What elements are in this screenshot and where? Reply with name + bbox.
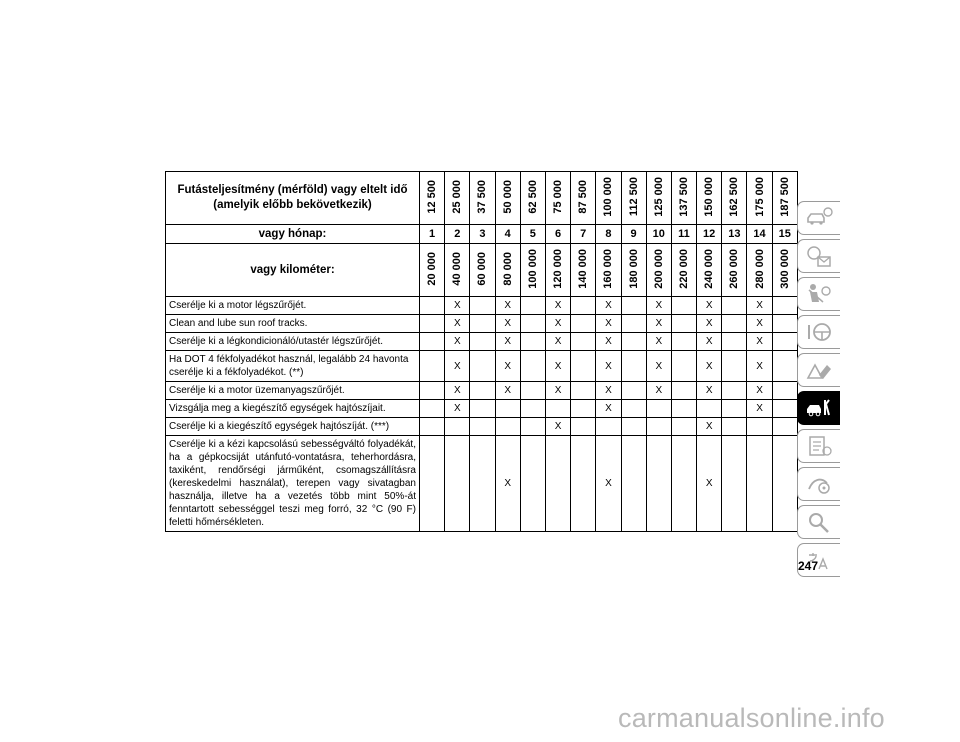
service-mark-cell (722, 315, 747, 333)
kilometer-header-cell (646, 244, 671, 297)
service-mark-cell: X (596, 351, 621, 382)
service-mark-cell (571, 315, 596, 333)
service-mark-cell: X (646, 315, 671, 333)
maintenance-task: Cserélje ki a motor üzemanyagszűrőjét. (166, 382, 420, 400)
seatbelt-safety-icon (804, 281, 834, 307)
service-mark-cell (671, 382, 696, 400)
maintenance-task: Cserélje ki a kézi kapcsolású sebességváltó folyadékát, ha a gépkocsiját utánfutó-vontatásra, teherhordásra, taxiként, rendőrségi járműként, csomagszállításra (kereskedelmi használat), terepen vagy sivatagban használja, illetve ha a vezetés több mint 50%-át fenntartott sebességgel teszi meg forró, 32 °C (90 F) feletti hőmérsékleten. (166, 436, 420, 532)
service-mark-cell (772, 315, 797, 333)
kilometer-value: 260 000 (728, 248, 741, 289)
mileage-header-cell (722, 172, 747, 225)
kilometer-header-cell (621, 244, 646, 297)
month-header-cell: 14 (747, 225, 772, 244)
car-wrench-icon (804, 395, 834, 421)
page-number: 247 (797, 559, 818, 573)
service-mark-cell (495, 400, 520, 418)
service-mark-cell: X (747, 382, 772, 400)
kilometer-value: 240 000 (703, 248, 716, 289)
service-mark-cell (671, 436, 696, 532)
service-mark-cell: X (596, 333, 621, 351)
kilometer-header-cell (747, 244, 772, 297)
header-label-cell: vagy kilométer: (166, 244, 420, 297)
mileage-header-cell (545, 172, 570, 225)
service-mark-cell (420, 333, 445, 351)
mileage-value: 187 500 (778, 176, 791, 217)
kilometer-value: 80 000 (501, 251, 514, 286)
kilometer-value: 300 000 (778, 248, 791, 289)
service-mark-cell: X (596, 297, 621, 315)
kilometer-value: 120 000 (552, 248, 565, 289)
service-mark-cell: X (697, 418, 722, 436)
service-mark-cell (520, 418, 545, 436)
service-mark-cell (470, 351, 495, 382)
service-mark-cell (772, 418, 797, 436)
service-mark-cell: X (596, 315, 621, 333)
service-mark-cell: X (495, 315, 520, 333)
mileage-value: 87 500 (577, 179, 590, 214)
maintenance-task: Vizsgálja meg a kiegészítő egységek hajtószíjait. (166, 400, 420, 418)
service-mark-cell (545, 436, 570, 532)
service-mark-cell (545, 400, 570, 418)
mileage-value: 75 000 (552, 179, 565, 214)
kilometer-value: 160 000 (602, 248, 615, 289)
service-mark-cell: X (646, 297, 671, 315)
table-row (166, 297, 798, 315)
service-mark-cell (621, 382, 646, 400)
service-mark-cell (722, 400, 747, 418)
service-mark-cell (571, 418, 596, 436)
warning-triangle-icon (804, 357, 834, 383)
kilometer-value: 280 000 (753, 248, 766, 289)
service-mark-cell (722, 351, 747, 382)
magnifier-index-icon (804, 509, 834, 535)
service-mark-cell (420, 297, 445, 315)
service-mark-cell: X (747, 315, 772, 333)
maintenance-task: Cserélje ki a motor légszűrőjét. (166, 297, 420, 315)
watermark-text: carmanualsonline.info (618, 703, 885, 733)
service-mark-cell (470, 382, 495, 400)
service-mark-cell (772, 333, 797, 351)
service-mark-cell (772, 351, 797, 382)
chapter-tab[interactable] (797, 429, 840, 463)
service-mark-cell (520, 333, 545, 351)
service-mark-cell (621, 315, 646, 333)
service-mark-cell (671, 418, 696, 436)
service-mark-cell: X (545, 333, 570, 351)
chapter-tab[interactable] (797, 315, 840, 349)
kilometer-value: 200 000 (652, 248, 665, 289)
mileage-header-row (166, 172, 798, 225)
service-mark-cell (621, 333, 646, 351)
mileage-header-cell (646, 172, 671, 225)
service-mark-cell (722, 297, 747, 315)
chapter-tab[interactable] (797, 277, 840, 311)
kilometer-header-cell (420, 244, 445, 297)
month-header-cell: 13 (722, 225, 747, 244)
mileage-value: 12 500 (426, 179, 439, 214)
service-mark-cell (420, 382, 445, 400)
chapter-tabs (797, 201, 840, 581)
mileage-header-cell (772, 172, 797, 225)
service-mark-cell (747, 436, 772, 532)
kilometer-value: 40 000 (451, 251, 464, 286)
service-mark-cell (420, 351, 445, 382)
mileage-value: 37 500 (476, 179, 489, 214)
service-mark-cell (571, 382, 596, 400)
month-header-cell: 3 (470, 225, 495, 244)
service-mark-cell (671, 333, 696, 351)
service-mark-cell: X (445, 333, 470, 351)
service-mark-cell: X (445, 315, 470, 333)
mileage-header-cell (420, 172, 445, 225)
kilometer-value: 140 000 (577, 248, 590, 289)
month-header-cell: 9 (621, 225, 646, 244)
kilometer-header-cell (671, 244, 696, 297)
service-mark-cell (621, 297, 646, 315)
mileage-header-cell (495, 172, 520, 225)
service-mark-cell (470, 400, 495, 418)
service-mark-cell (520, 351, 545, 382)
service-mark-cell (621, 436, 646, 532)
month-header-cell: 11 (671, 225, 696, 244)
service-mark-cell: X (495, 297, 520, 315)
service-mark-cell (520, 382, 545, 400)
kilometer-header-cell (545, 244, 570, 297)
service-mark-cell (470, 297, 495, 315)
service-mark-cell: X (545, 418, 570, 436)
service-mark-cell (571, 351, 596, 382)
table-row (166, 436, 798, 532)
kilometer-header-cell (495, 244, 520, 297)
service-mark-cell (571, 436, 596, 532)
service-mark-cell (697, 400, 722, 418)
mileage-value: 62 500 (526, 179, 539, 214)
service-mark-cell (420, 436, 445, 532)
table-row (166, 351, 798, 382)
kilometer-header-cell (722, 244, 747, 297)
service-mark-cell (621, 351, 646, 382)
mileage-value: 100 000 (602, 176, 615, 217)
mileage-value: 137 500 (677, 176, 690, 217)
table-row (166, 418, 798, 436)
month-header-cell: 10 (646, 225, 671, 244)
service-mark-cell (772, 436, 797, 532)
service-mark-cell (470, 436, 495, 532)
kilometer-value: 100 000 (526, 248, 539, 289)
kilometer-header-cell (772, 244, 797, 297)
chapter-tab[interactable] (797, 505, 840, 539)
kilometer-header-cell (470, 244, 495, 297)
month-header-cell: 4 (495, 225, 520, 244)
service-mark-cell (671, 315, 696, 333)
kilometer-value: 20 000 (426, 251, 439, 286)
kilometer-header-row (166, 244, 798, 297)
maintenance-schedule-table (165, 171, 798, 532)
service-mark-cell (571, 297, 596, 315)
mileage-value: 25 000 (451, 179, 464, 214)
mileage-header-cell (571, 172, 596, 225)
service-mark-cell: X (596, 400, 621, 418)
table-row (166, 400, 798, 418)
service-mark-cell: X (747, 351, 772, 382)
service-mark-cell: X (495, 351, 520, 382)
service-mark-cell: X (445, 382, 470, 400)
service-mark-cell (671, 351, 696, 382)
chapter-tab[interactable] (797, 467, 840, 501)
service-mark-cell (520, 315, 545, 333)
chapter-tab[interactable] (797, 391, 840, 425)
month-header-cell: 7 (571, 225, 596, 244)
service-mark-cell: X (596, 382, 621, 400)
service-mark-cell (747, 418, 772, 436)
dashboard-message-icon (804, 243, 834, 269)
service-mark-cell (420, 315, 445, 333)
kilometer-header-cell (596, 244, 621, 297)
mileage-value: 162 500 (728, 176, 741, 217)
service-mark-cell: X (697, 297, 722, 315)
service-mark-cell: X (545, 382, 570, 400)
month-header-cell: 15 (772, 225, 797, 244)
service-mark-cell: X (646, 382, 671, 400)
service-mark-cell (772, 382, 797, 400)
mileage-header-cell (445, 172, 470, 225)
service-mark-cell (470, 418, 495, 436)
service-mark-cell: X (445, 400, 470, 418)
service-mark-cell: X (495, 333, 520, 351)
mileage-header-cell (621, 172, 646, 225)
service-mark-cell (420, 418, 445, 436)
month-header-cell: 6 (545, 225, 570, 244)
service-mark-cell: X (445, 297, 470, 315)
service-mark-cell (722, 436, 747, 532)
header-label-cell: Futásteljesítmény (mérföld) vagy eltelt idő (amelyik előbb bekövetkezik) (166, 172, 420, 225)
service-mark-cell (671, 400, 696, 418)
service-mark-cell: X (596, 436, 621, 532)
service-mark-cell: X (545, 315, 570, 333)
service-mark-cell (520, 400, 545, 418)
service-mark-cell (520, 297, 545, 315)
service-mark-cell (646, 400, 671, 418)
mileage-header-cell (671, 172, 696, 225)
month-header-cell: 12 (697, 225, 722, 244)
service-mark-cell: X (697, 351, 722, 382)
maintenance-task: Ha DOT 4 fékfolyadékot használ, legalább 24 havonta cserélje ki a fékfolyadékot. (**) (166, 351, 420, 382)
steering-wheel-icon (804, 319, 834, 345)
mileage-header-cell (697, 172, 722, 225)
kilometer-value: 180 000 (627, 248, 640, 289)
chapter-tab[interactable] (797, 201, 840, 235)
car-info-icon (804, 205, 834, 231)
kilometer-header-cell (571, 244, 596, 297)
maintenance-task: Cserélje ki a légkondicionáló/utastér légszűrőjét. (166, 333, 420, 351)
mileage-value: 125 000 (652, 176, 665, 217)
header-label-cell: vagy hónap: (166, 225, 420, 244)
table-row (166, 315, 798, 333)
service-mark-cell (495, 418, 520, 436)
month-header-cell: 8 (596, 225, 621, 244)
mileage-header-cell (520, 172, 545, 225)
service-mark-cell (520, 436, 545, 532)
service-mark-cell: X (445, 351, 470, 382)
service-mark-cell: X (747, 333, 772, 351)
kilometer-value: 220 000 (677, 248, 690, 289)
service-mark-cell: X (646, 351, 671, 382)
kilometer-header-cell (445, 244, 470, 297)
kilometer-value: 60 000 (476, 251, 489, 286)
mileage-header-cell (596, 172, 621, 225)
mileage-value: 50 000 (501, 179, 514, 214)
mileage-value: 150 000 (703, 176, 716, 217)
service-mark-cell (621, 418, 646, 436)
multimedia-icon (804, 471, 834, 497)
maintenance-task: Clean and lube sun roof tracks. (166, 315, 420, 333)
month-header-cell: 5 (520, 225, 545, 244)
kilometer-header-cell (697, 244, 722, 297)
mileage-header-cell (470, 172, 495, 225)
service-mark-cell (596, 418, 621, 436)
chapter-tab[interactable] (797, 239, 840, 273)
service-mark-cell: X (495, 436, 520, 532)
service-mark-cell: X (747, 400, 772, 418)
service-mark-cell (420, 400, 445, 418)
kilometer-header-cell (520, 244, 545, 297)
service-mark-cell (722, 382, 747, 400)
service-mark-cell: X (697, 333, 722, 351)
service-mark-cell: X (646, 333, 671, 351)
service-mark-cell (722, 333, 747, 351)
service-mark-cell: X (747, 297, 772, 315)
month-header-cell: 2 (445, 225, 470, 244)
table-row (166, 382, 798, 400)
service-mark-cell (722, 418, 747, 436)
service-mark-cell (571, 333, 596, 351)
mileage-value: 175 000 (753, 176, 766, 217)
service-mark-cell (646, 418, 671, 436)
service-mark-cell: X (697, 382, 722, 400)
service-mark-cell: X (697, 436, 722, 532)
mileage-header-cell (747, 172, 772, 225)
service-mark-cell (772, 400, 797, 418)
service-mark-cell (671, 297, 696, 315)
service-mark-cell: X (545, 297, 570, 315)
service-mark-cell (470, 315, 495, 333)
service-mark-cell (772, 297, 797, 315)
months-header-row (166, 225, 798, 244)
service-mark-cell: X (495, 382, 520, 400)
month-header-cell: 1 (420, 225, 445, 244)
maintenance-task: Cserélje ki a kiegészítő egységek hajtószíját. (***) (166, 418, 420, 436)
mileage-value: 112 500 (627, 176, 640, 217)
table-row (166, 333, 798, 351)
service-mark-cell: X (545, 351, 570, 382)
specifications-list-icon (804, 433, 834, 459)
chapter-tab[interactable] (797, 353, 840, 387)
service-mark-cell (621, 400, 646, 418)
service-mark-cell (571, 400, 596, 418)
service-mark-cell (445, 418, 470, 436)
service-mark-cell (470, 333, 495, 351)
service-mark-cell: X (697, 315, 722, 333)
service-mark-cell (445, 436, 470, 532)
service-mark-cell (646, 436, 671, 532)
